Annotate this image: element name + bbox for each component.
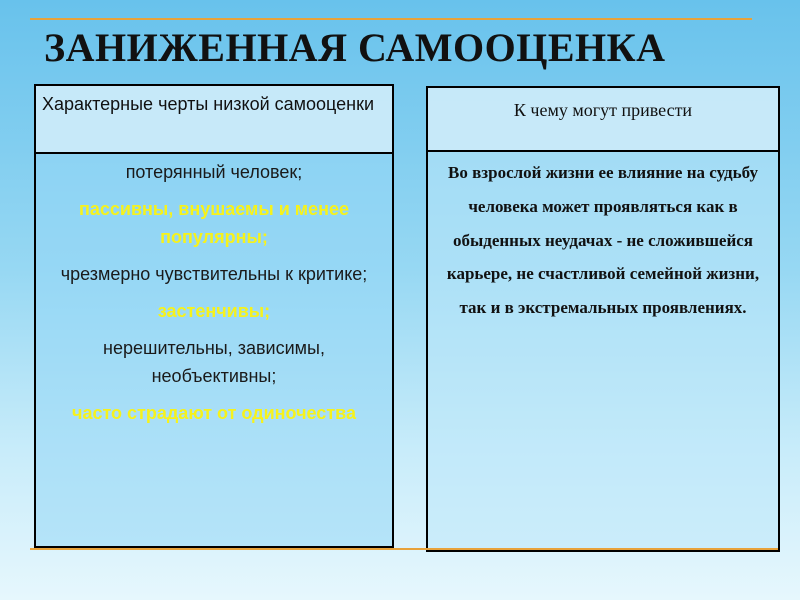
- traits-table: [34, 84, 394, 548]
- trait-item-highlighted: застенчивы;: [157, 301, 271, 321]
- trait-item: потерянный человек;: [125, 162, 303, 182]
- trait-item-highlighted: пассивны, внушаемы и менее популярны;: [79, 199, 349, 247]
- traits-table-header: Характерные черты низкой самооценки: [36, 86, 392, 154]
- traits-table-body: [36, 154, 392, 546]
- bottom-accent-line: [30, 548, 778, 550]
- top-accent-line: [30, 18, 752, 20]
- slide-title: ЗАНИЖЕННАЯ САМООЦЕНКА: [44, 25, 666, 70]
- consequences-table-header: К чему могут привести: [428, 88, 778, 152]
- trait-item: нерешительны, зависимы, необъективны;: [103, 338, 325, 386]
- consequences-table: [426, 86, 780, 552]
- trait-item-highlighted: часто страдают от одиночества: [72, 403, 356, 423]
- trait-item: чрезмерно чувствительны к критике;: [60, 264, 368, 284]
- consequences-table-body: Во взрослой жизни ее влияние на судьбу человека может проявляться как в обыденных неудачах - не сложившейся карьере, не счастливой семейной жизни, так и в экстремальных проявлениях.: [428, 152, 778, 550]
